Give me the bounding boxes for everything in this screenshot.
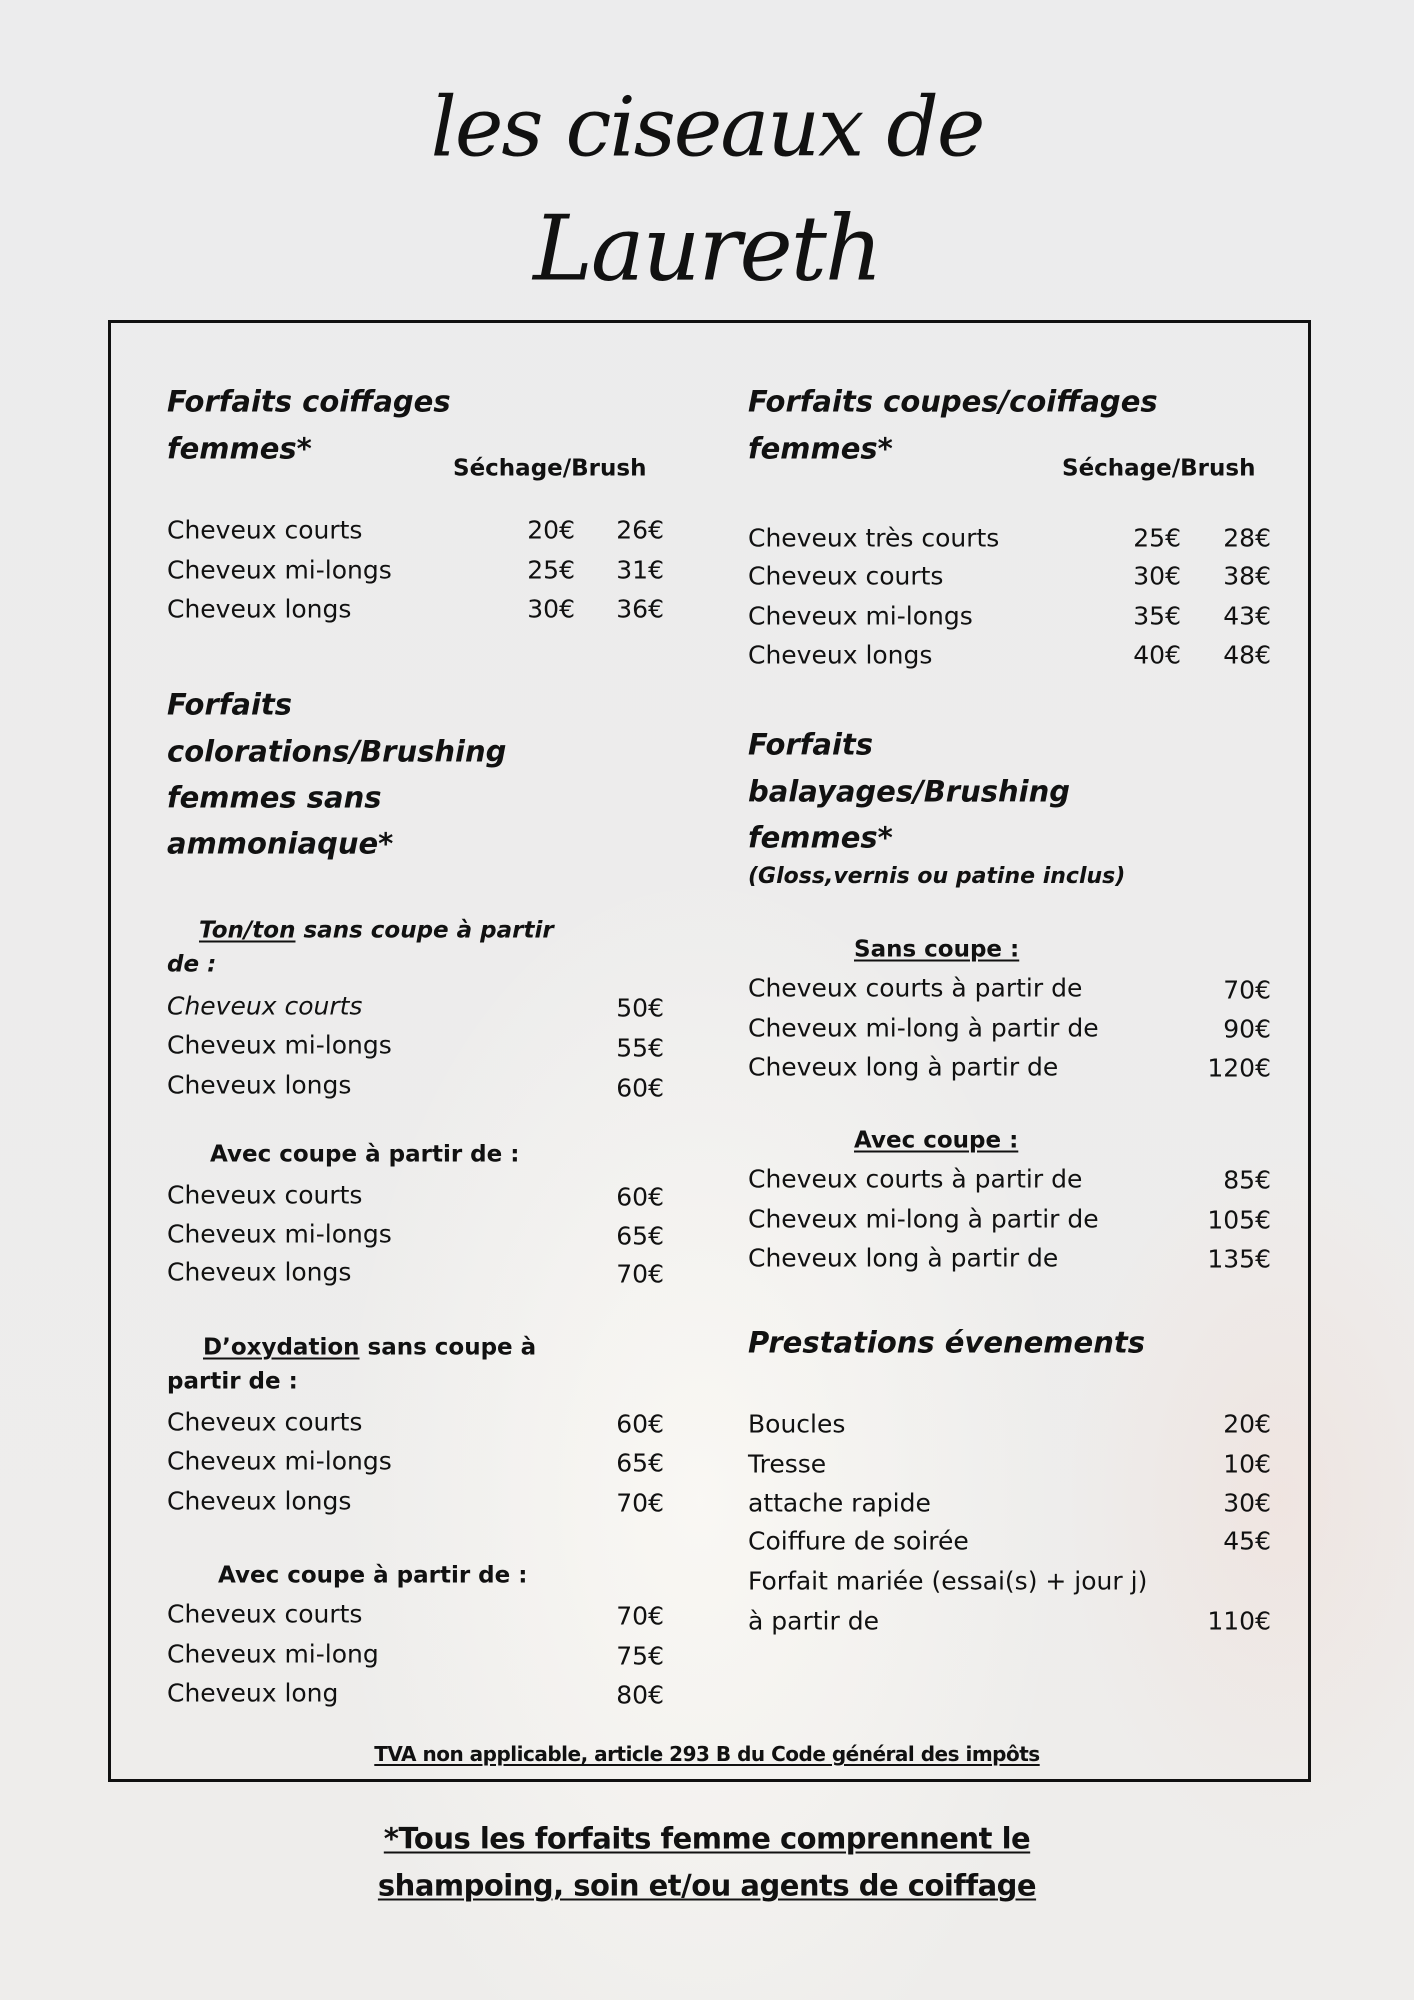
group-title: Avec coupe à partir de : — [210, 1141, 520, 1168]
price: 60€ — [616, 1073, 664, 1103]
price: 120€ — [1207, 1053, 1271, 1083]
price: 20€ — [527, 515, 575, 545]
price: 50€ — [616, 993, 664, 1023]
section-heading: colorations/Brushing — [167, 734, 507, 769]
price: 85€ — [1223, 1165, 1271, 1195]
row-label: Forfait mariée (essai(s) + jour j) — [748, 1566, 1148, 1596]
section-heading: Prestations évenements — [748, 1325, 1145, 1360]
row-label: Cheveux courts — [167, 1407, 363, 1437]
price: 43€ — [1223, 601, 1271, 631]
group-title: Avec coupe à partir de : — [218, 1562, 528, 1589]
section-heading: Forfaits — [748, 727, 874, 762]
price: 70€ — [616, 1488, 664, 1518]
group-title-underlined: D’oxydation — [203, 1334, 360, 1361]
row-label: Cheveux long — [167, 1678, 339, 1708]
row-label: Cheveux mi-longs — [167, 555, 392, 585]
column-header: Séchage/Brush — [1062, 455, 1256, 482]
group-title-underlined: Ton/ton — [199, 917, 296, 944]
price: 10€ — [1223, 1449, 1271, 1479]
row-label: Cheveux très courts — [748, 523, 1000, 553]
group-title-rest: sans coupe à partir — [295, 917, 554, 944]
group-title — [203, 1334, 537, 1361]
row-label: Cheveux longs — [167, 1257, 352, 1287]
price: 38€ — [1223, 561, 1271, 591]
section-note: (Gloss,vernis ou patine inclus) — [748, 864, 1126, 889]
tva-notice: TVA non applicable, article 293 B du Code général des impôts — [374, 1742, 1040, 1766]
row-label: Cheveux courts — [167, 1599, 363, 1629]
price: 80€ — [616, 1680, 664, 1710]
price: 70€ — [616, 1259, 664, 1289]
price: 30€ — [1223, 1488, 1271, 1518]
section-heading: Forfaits coiffages — [167, 384, 451, 419]
group-title: Sans coupe : — [854, 936, 1020, 963]
group-title: de : — [167, 951, 217, 978]
row-label: Cheveux mi-long à partir de — [748, 1204, 1099, 1234]
row-label: Cheveux courts à partir de — [748, 1164, 1083, 1194]
salon-logo-line2: Laureth — [533, 196, 881, 302]
row-label: Cheveux longs — [167, 1486, 352, 1516]
price: 28€ — [1223, 523, 1271, 553]
section-heading: femmes* — [167, 431, 312, 466]
section-heading: ammoniaque* — [167, 826, 394, 861]
section-heading: femmes* — [748, 820, 893, 855]
salon-logo-line1: les ciseaux de — [430, 80, 984, 176]
row-label: Cheveux courts — [167, 991, 363, 1021]
column-header: Séchage/Brush — [453, 455, 647, 482]
row-label: Cheveux courts — [167, 1180, 363, 1210]
group-title — [199, 917, 554, 944]
row-label: Cheveux longs — [167, 1070, 352, 1100]
section-heading: femmes* — [748, 431, 893, 466]
price: 90€ — [1223, 1014, 1271, 1044]
row-label: Tresse — [748, 1449, 827, 1479]
group-title-rest: sans coupe à — [359, 1334, 537, 1361]
row-label: Coiffure de soirée — [748, 1526, 969, 1556]
footnote-line: *Tous les forfaits femme comprennent le — [383, 1821, 1031, 1856]
row-label: Cheveux longs — [167, 594, 352, 624]
row-label: Cheveux mi-longs — [167, 1446, 392, 1476]
price: 36€ — [616, 594, 664, 624]
group-title: partir de : — [167, 1368, 298, 1395]
section-heading: Forfaits — [167, 687, 293, 722]
row-label: Cheveux longs — [748, 640, 933, 670]
price: 60€ — [616, 1182, 664, 1212]
price: 25€ — [1133, 523, 1181, 553]
price: 60€ — [616, 1409, 664, 1439]
row-label: Boucles — [748, 1409, 846, 1439]
row-label: Cheveux mi-long à partir de — [748, 1013, 1099, 1043]
price: 35€ — [1133, 601, 1181, 631]
price: 30€ — [1133, 561, 1181, 591]
footnote-line: shampoing, soin et/ou agents de coiffage — [377, 1868, 1037, 1903]
row-label: Cheveux courts — [167, 515, 363, 545]
group-title: Avec coupe : — [854, 1127, 1019, 1154]
price: 45€ — [1223, 1526, 1271, 1556]
row-label: à partir de — [748, 1606, 879, 1636]
price: 26€ — [616, 515, 664, 545]
price: 48€ — [1223, 640, 1271, 670]
price: 110€ — [1207, 1606, 1271, 1636]
row-label: Cheveux mi-longs — [748, 601, 973, 631]
price: 30€ — [527, 594, 575, 624]
price: 20€ — [1223, 1409, 1271, 1439]
price: 55€ — [616, 1033, 664, 1063]
row-label: Cheveux long à partir de — [748, 1243, 1059, 1273]
row-label: Cheveux mi-longs — [167, 1030, 392, 1060]
section-heading: balayages/Brushing — [748, 774, 1071, 809]
row-label: Cheveux mi-longs — [167, 1219, 392, 1249]
price: 65€ — [616, 1221, 664, 1251]
price: 70€ — [1223, 975, 1271, 1005]
row-label: attache rapide — [748, 1488, 931, 1518]
row-label: Cheveux courts — [748, 561, 944, 591]
section-heading: Forfaits coupes/coiffages — [748, 384, 1158, 419]
price: 75€ — [616, 1641, 664, 1671]
price: 31€ — [616, 555, 664, 585]
price: 70€ — [616, 1601, 664, 1631]
row-label: Cheveux mi-long — [167, 1639, 379, 1669]
price: 65€ — [616, 1448, 664, 1478]
price: 105€ — [1207, 1205, 1271, 1235]
price: 25€ — [527, 555, 575, 585]
section-heading: femmes sans — [167, 780, 382, 815]
row-label: Cheveux courts à partir de — [748, 973, 1083, 1003]
price: 40€ — [1133, 640, 1181, 670]
row-label: Cheveux long à partir de — [748, 1052, 1059, 1082]
price: 135€ — [1207, 1244, 1271, 1274]
